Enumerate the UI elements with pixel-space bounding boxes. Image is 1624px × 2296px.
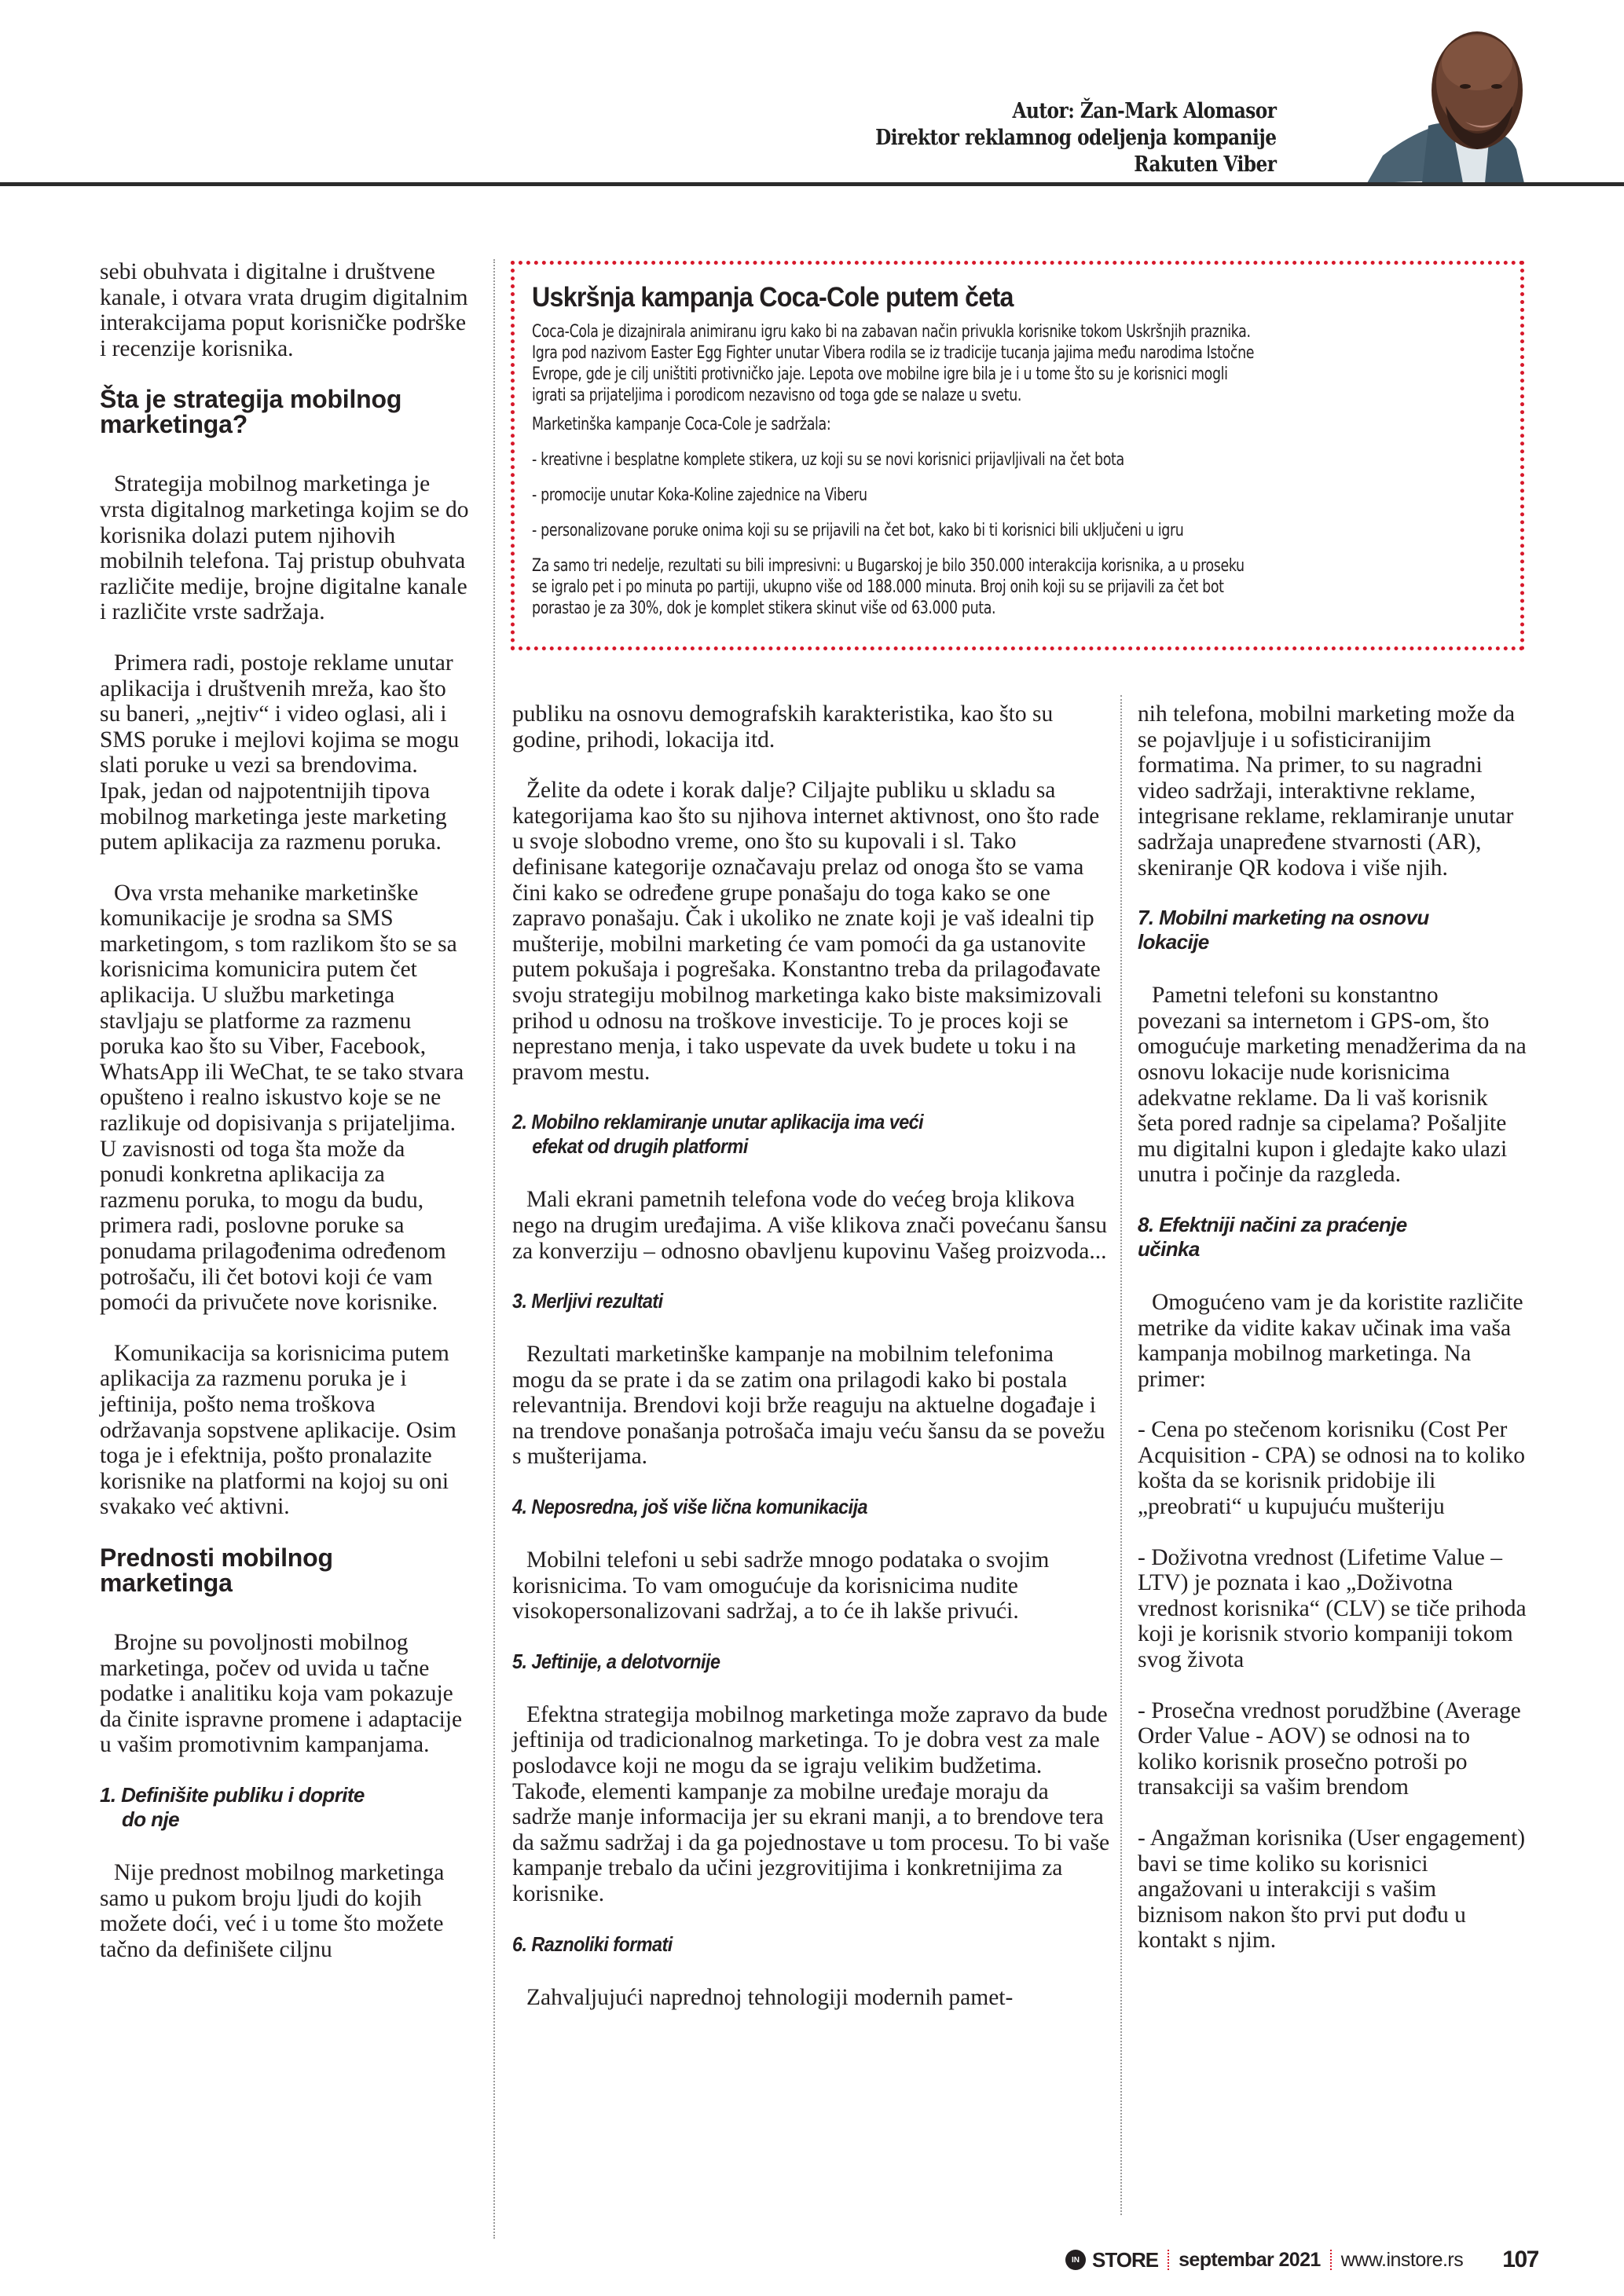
middle-column — [512, 701, 1111, 2035]
footer-separator — [1168, 2250, 1169, 2270]
box-intro-line: Igra pod nazivom Easter Egg Fighter unutar Vibera rodila se iz tradicije tucanja jajima među narodima Istočne — [532, 343, 1255, 363]
box-list-item: - kreativne i besplatne komplete stikera, uz koji su se novi korisnici prijavljivali na čet bota — [532, 450, 1124, 470]
author-portrait-image — [1367, 24, 1564, 183]
author-name: Autor: Žan-Mark Alomasor — [1011, 99, 1276, 123]
body-paragraph: Mobilni telefoni u sebi sadrže mnogo podataka o svojim korisnicima. To vam omogućuje da korisnicima nudite visokopersonalizovani sadržaj, a to će ih lakše privući. — [512, 1547, 1050, 1624]
section-heading: Prednosti mobilnog marketinga — [100, 1543, 333, 1597]
subheading-number: 1. — [100, 1782, 116, 1807]
metric-item: - Angažman korisnika (User engagement) bavi se time koliko su korisnici angažovani u interakciji s vašim biznisom nakon što prvi put dođu u kontakt s njim. — [1138, 1825, 1526, 1954]
subheading: 5. Jeftinije, a delotvornije — [512, 1649, 720, 1673]
box-intro-line: Coca-Cola je dizajnirala animiranu igru kako bi na zabavan način privukla korisnike tokom Uskršnjih praznika. — [532, 322, 1251, 342]
box-intro-line: Evrope, gde je cilj uništiti protivničko jaje. Lepota ove mobilne igre bila je i u tome što su je korisnici mogli — [532, 364, 1228, 384]
body-paragraph: Nije prednost mobilnog marketinga samo u pukom broju ljudi do kojih možete doći, već i u tome što možete tačno da definišete ciljnu — [100, 1859, 445, 1962]
page-footer — [1065, 2244, 1538, 2276]
box-list-item: - personalizovane poruke onima koji su se prijavili na čet bot, kako bi ti korisnici bili uključeni u igru — [532, 521, 1184, 540]
body-paragraph: Mali ekrani pametnih telefona vode do većeg broja klikova nego na drugim uređajima. A više klikova znači povećanu šansu za konverziju – odnosno obavljenu kupovinu Vašeg proizvoda... — [512, 1187, 1107, 1264]
metric-item: - Doživotna vrednost (Lifetime Value – LTV) je poznata i kao „Doživotna vrednost korisnika“ (CLV) se tiče prihoda koji je korisnik stvorio kompaniji tokom svog života — [1138, 1544, 1527, 1673]
box-results-line: porastao je za 30%, dok je komplet stikera skinut više od 63.000 puta. — [532, 599, 996, 618]
metric-item: - Cena po stečenom korisniku (Cost Per Acquisition - CPA) se odnosi na to koliko košta da se korisnik pridobije ili „preobrati“ u kupujuću mušteriju — [1138, 1417, 1526, 1520]
box-list-item: - promocije unutar Koka-Koline zajednice na Viberu — [532, 485, 867, 505]
author-portrait — [1367, 24, 1564, 183]
box-intro-line: igrati sa prijateljima i porodicom nezavisno od toga gde se nalaze u svetu. — [532, 386, 1022, 405]
box-results-line: se igralo pet i po minuta po partiji, ukupno više od 188.000 minuta. Broj onih koji su se prijavili za čet bot — [532, 577, 1224, 597]
instore-logo-icon: IN — [1065, 2250, 1086, 2270]
subheading-text: efekat od drugih platformi — [532, 1134, 748, 1159]
body-paragraph: Želite da odete i korak dalje? Ciljajte publiku u skladu sa kategorijama kao što su njihova internet aktivnost, ono što rade u svoje slobodno vreme, ono što su kupovali i sl. Tako definisane kategorije označavaju prelaz od onoga što se vama čini kako se određene grupe ponašaju do toga kako se one zapravo ponašaju. Čak i ukoliko ne znate koji je vaš idealni tip mušterije, mobilni marketing će vam pomoći da ga ustanovite putem pokušaja i pogrešaka. Konstantno treba da prilagođavate svoju strategiju mobilnog marketinga kako biste maksimizovali prihod u odnosu na troškove investicije. To je proces koji se neprestano menja, i tako uspevate da uvek budete u toku i na pravom mestu. — [512, 778, 1102, 1085]
subheading — [1138, 906, 1527, 954]
subheading-text: učinka — [1138, 1236, 1200, 1261]
body-paragraph: Strategija mobilnog marketinga je vrsta digitalnog marketinga kojim se do korisnika dolazi putem njihovih mobilnih telefona. Taj pristup obuhvata različite medije, brojne digitalne kanale i različite vrste sadržaja. — [100, 471, 469, 625]
column-separator — [493, 259, 495, 2239]
subheading-text: 8. Efektniji načini za praćenje — [1138, 1212, 1407, 1236]
box-results-line: Za samo tri nedelje, rezultati su bili impresivni: u Bugarskoj je bilo 350.000 interakcija korisnika, a u proseku — [532, 556, 1245, 576]
box-title: Uskršnja kampanja Coca-Cole putem četa — [532, 282, 1014, 313]
subheading — [1138, 1213, 1527, 1262]
body-paragraph: publiku na osnovu demografskih karakteristika, kao što su godine, prihodi, lokacija itd. — [512, 701, 1054, 753]
page-number: 107 — [1502, 2247, 1538, 2272]
subheading-text: lokacije — [1138, 930, 1209, 954]
body-paragraph: Primera radi, postoje reklame unutar aplikacija i društvenih mreža, kao što su baneri, „nejtiv“ i video oglasi, ali i SMS poruke i mejlovi kojima se mogu slati poruke u vezi sa brendovima. Ipak, jedan od najpotentnijih tipova mobilnog marketinga jeste marketing putem aplikacija za razmenu poruka. — [100, 650, 460, 855]
body-paragraph: Ova vrsta mehanike marketinške komunikacije je srodna sa SMS marketingom, s tom razlikom što se sa korisnicima komunicira putem čet aplikacija. U službu marketinga stavljaju se platforme za razmenu poruka kao što su Viber, Facebook, WhatsApp ili WeChat, te se tako stvara opušteno i realno iskustvo koje se ne razlikuje od dopisivanja s prijateljima. U zavisnosti od toga šta može da ponudi konkretna aplikacija za razmenu poruka, to mogu da budu, primera radi, poslovne poruke sa ponudama prilagođenima određenom potrošaču, ili čet botovi koji će vam pomoći da privučete nove korisnike. — [100, 880, 464, 1316]
body-paragraph: Pametni telefoni su konstantno povezani sa internetom i GPS-om, što omogućuje marketing menadžerima da na osnovu lokacije nude korisnicima adekvatne reklame. Da li vaš korisnik šeta pored radnje sa cipelama? Pošaljite mu digitalni kupon i gledajte kako ulazi unutra i počinje da razgleda. — [1138, 983, 1527, 1188]
author-company: Rakuten Viber — [1133, 152, 1276, 177]
subheading-text: do nje — [122, 1807, 179, 1831]
column-separator — [1120, 695, 1122, 2215]
body-paragraph: Brojne su povoljnosti mobilnog marketinga, počev od uvida u tačne podatke i analitiku koja vam pokazuje da činite ispravne promene i adaptacije u vašim promotivnim kampanjama. — [100, 1629, 463, 1758]
body-paragraph: Zahvaljujući naprednoj tehnologiji modernih pamet- — [526, 1984, 1014, 2010]
body-paragraph: nih telefona, mobilni marketing može da se pojavljuje i u sofisticiranijim formatima. Na primer, to su nagradni video sadržaji, interaktivne reklame, integrisane reklame, reklamiranje unutar sadržaja unapređene stvarnosti (AR), skeniranje QR kodova i više njih. — [1138, 701, 1516, 881]
left-column — [100, 259, 469, 1987]
article-header — [0, 0, 1624, 185]
coca-cola-campaign-box — [511, 261, 1524, 650]
section-heading: Šta je strategija mobilnog marketinga? — [100, 385, 402, 439]
magazine-brand: STORE — [1092, 2247, 1159, 2272]
body-paragraph: sebi obuhvata i digitalne i društvene kanale, i otvara vrata drugim digitalnim interakcijama poput korisničke podrške i recenzije korisnika. — [100, 259, 468, 361]
website-link[interactable]: www.instore.rs — [1340, 2248, 1464, 2271]
subheading — [512, 1110, 1051, 1159]
metric-item: - Prosečna vrednost porudžbine (Average Order Value - AOV) se odnosi na to koliko korisnik prosečno potroši po transakciji sa vašim brendom — [1138, 1697, 1521, 1800]
subheading: 4. Neposredna, još više lična komunikacija — [512, 1495, 868, 1519]
right-column — [1138, 701, 1527, 1979]
body-paragraph: Omogućeno vam je da koristite različite metrike da vidite kakav učinak ima vaša kampanja mobilnog marketinga. Na primer: — [1138, 1289, 1523, 1392]
author-role: Direktor reklamnog odeljenja kompanije — [874, 126, 1276, 150]
header-rule — [0, 182, 1624, 186]
box-list-intro: Marketinška kampanje Coca-Cole je sadržala: — [532, 415, 831, 434]
body-paragraph: Rezultati marketinške kampanje na mobilnim telefonima mogu da se prate i da se zatim ona prilagodi kako bi postala relevantnija. Brendovi koji brže reaguju na aktuelne događaje i na trendove ponašanja potrošača imaju veću šansu da se povežu s mušterijama. — [512, 1342, 1105, 1470]
subheading-text: 7. Mobilni marketing na osnovu — [1138, 906, 1429, 930]
subheading-text: 2. Mobilno reklamiranje unutar aplikacija ima veći — [512, 1110, 924, 1134]
subheading-text: Definišite publiku i doprite — [121, 1782, 365, 1807]
subheading: 6. Raznoliki formati — [512, 1932, 673, 1956]
subheading — [100, 1783, 469, 1832]
subheading: 3. Merljivi rezultati — [512, 1289, 663, 1313]
issue-date: septembar 2021 — [1179, 2248, 1321, 2271]
author-byline — [875, 98, 1276, 178]
footer-separator — [1330, 2250, 1332, 2270]
body-paragraph: Komunikacija sa korisnicima putem aplikacija za razmenu poruka je i jeftinija, pošto nema troškova održavanja sopstvene aplikacije. Osim toga je i efektnija, pošto pronalazite korisnike na platformi na kojoj su oni svakako već aktivni. — [100, 1340, 456, 1520]
body-paragraph: Efektna strategija mobilnog marketinga može zapravo da bude jeftinija od tradicionalnog marketinga. To je dobra vest za male poslodavce koji ne mogu da se igraju velikim budžetima. Takođe, elementi kampanje za mobilne uređaje moraju da sadrže manje informacija jer su ekrani manji, a to brendove tera da sažmu sadržaj i da ga pojednostave u tom procesu. To bi vaše kampanje trebalo da učini jezgrovitijima i konkretnijima za korisnike. — [512, 1701, 1110, 1906]
